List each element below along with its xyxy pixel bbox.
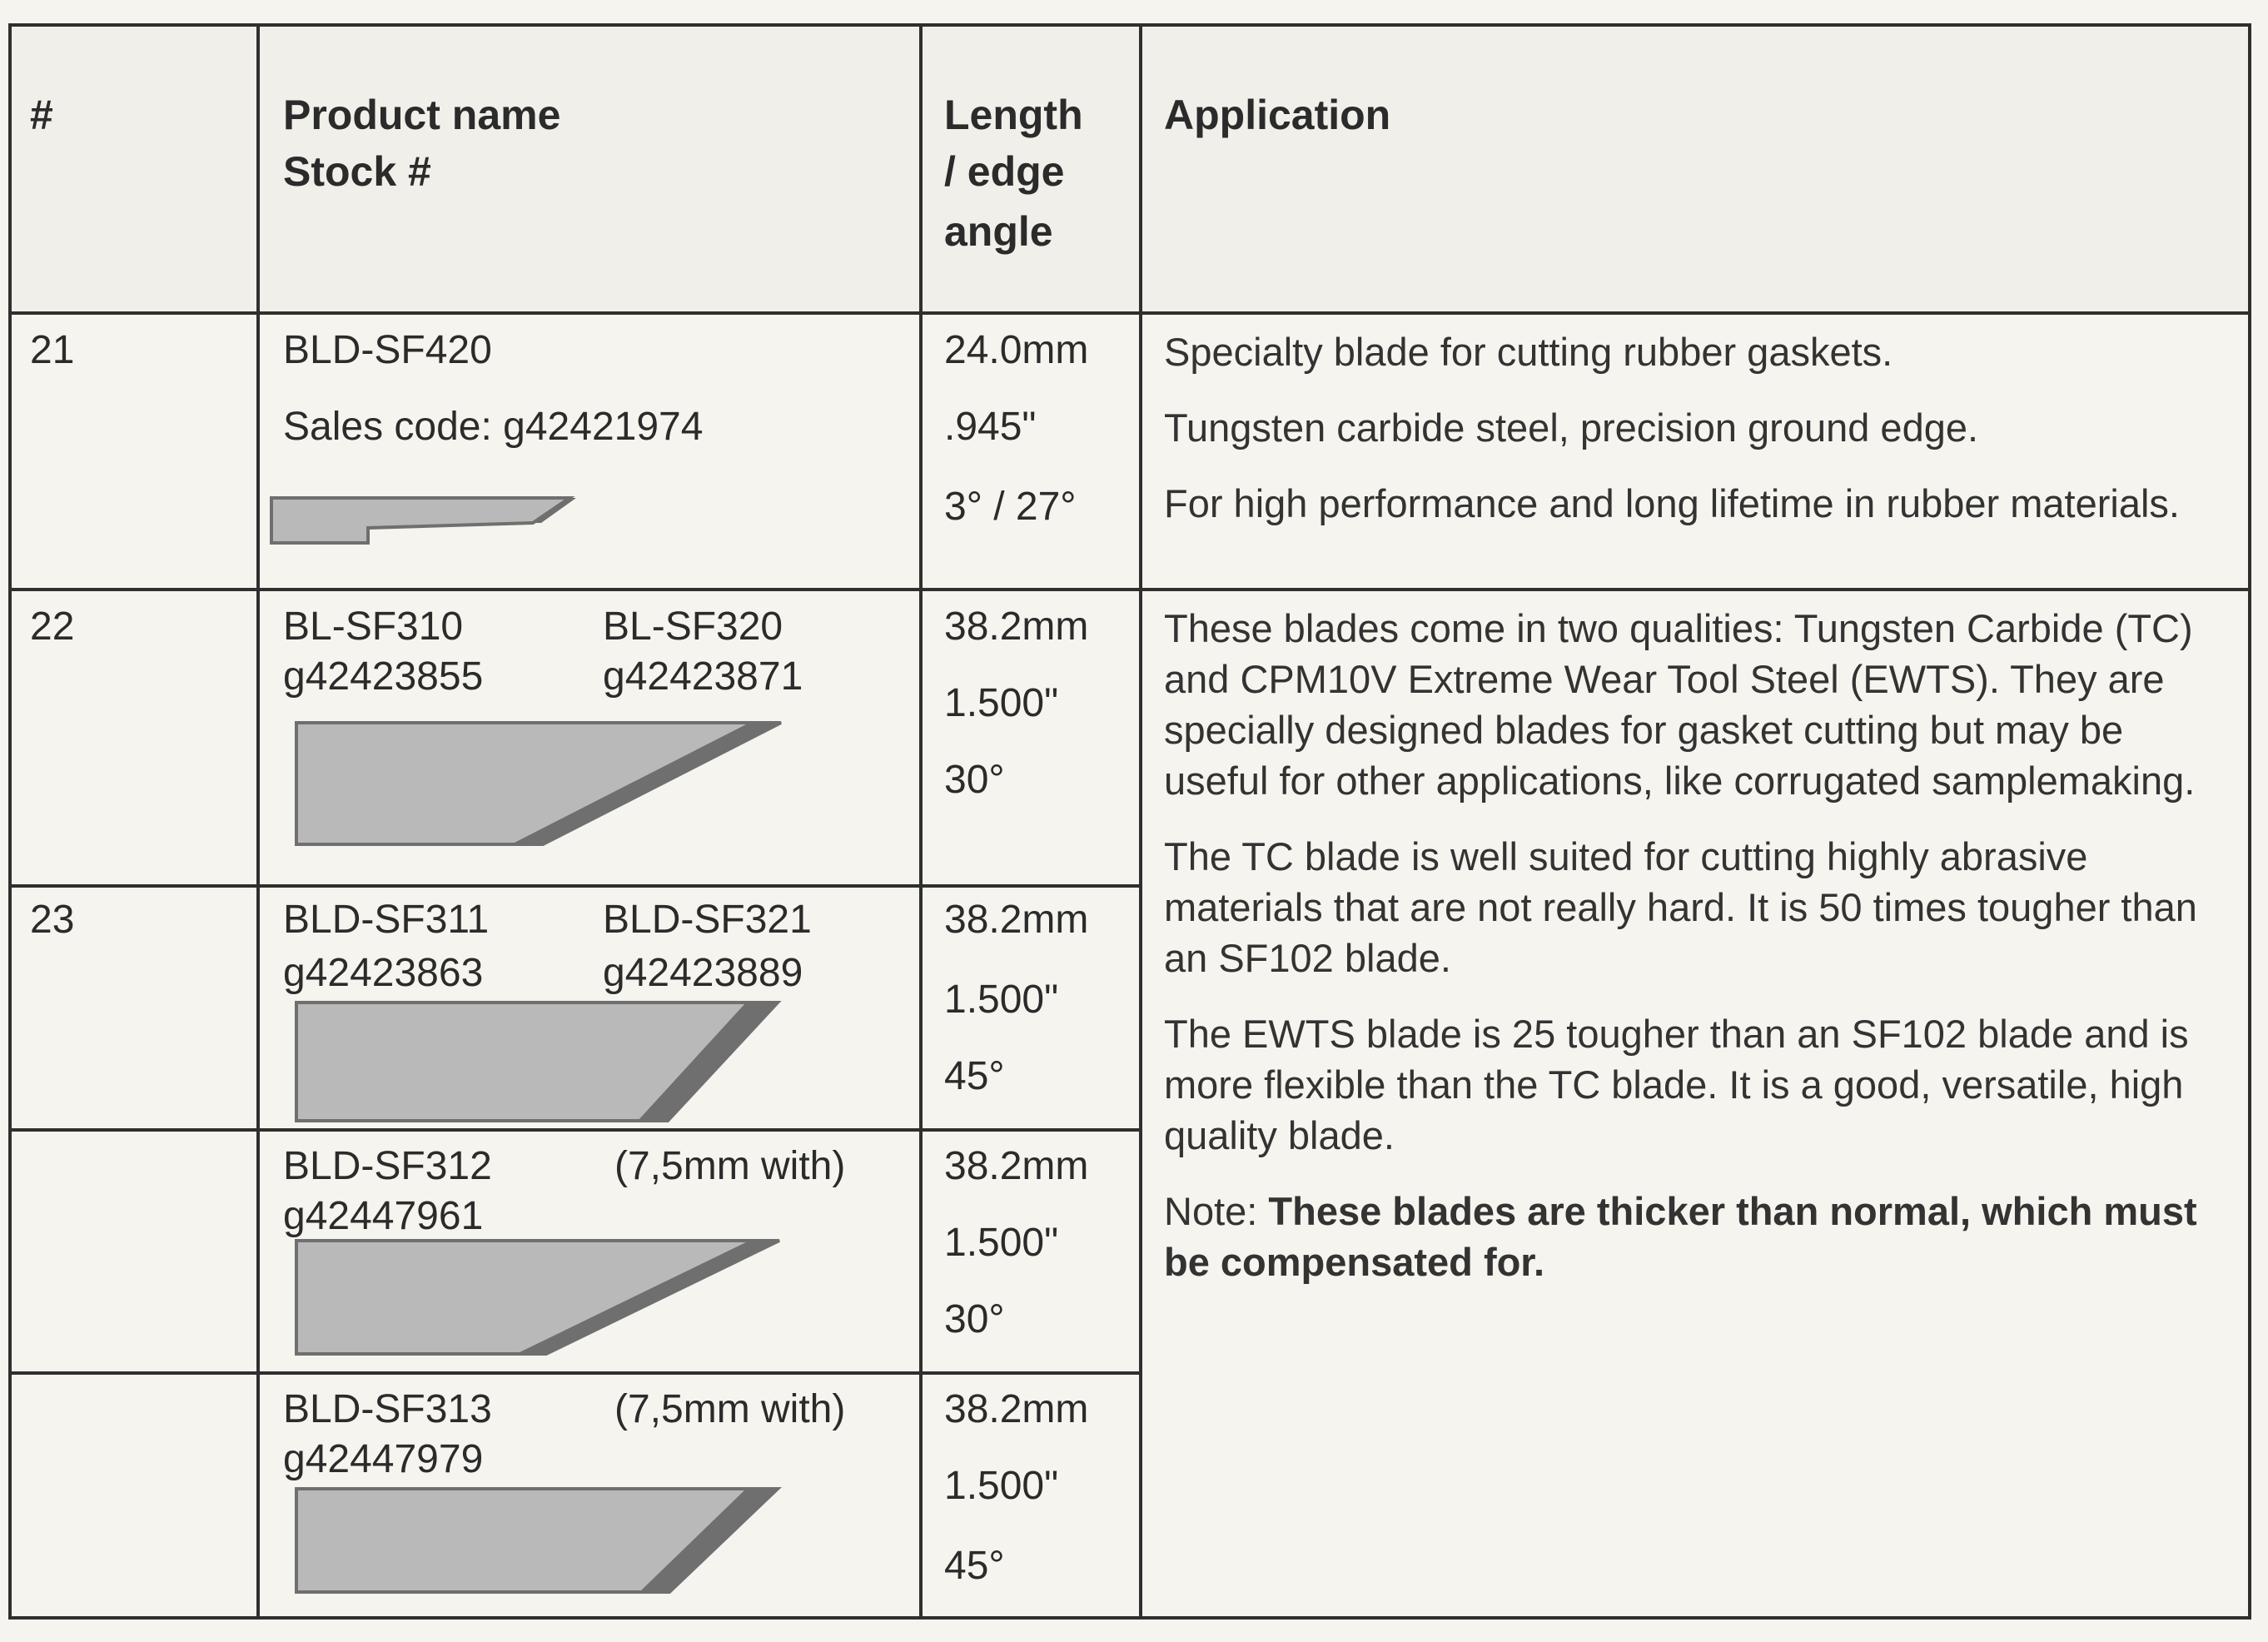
row23-number: 23 — [30, 898, 75, 942]
rule-col1 — [256, 23, 260, 1620]
row21-inches: .945" — [944, 405, 1037, 449]
row21-application-line3: For high performance and long lifetime in rubber materials. — [1164, 481, 2180, 525]
shared-application-note — [1164, 1186, 2238, 1287]
rule-bottom — [8, 1616, 2251, 1620]
row22-product-a: BL-SF310 — [283, 605, 464, 649]
row-sf312-code: g42447961 — [283, 1194, 484, 1238]
note-bold: These blades are thicker than normal, which must be compensated for. — [1164, 1189, 2197, 1284]
blade-sf310-icon — [293, 719, 784, 849]
row-sf313-code: g42447979 — [283, 1437, 484, 1481]
header-stock: Stock # — [283, 148, 431, 195]
row23-product-a: BLD-SF311 — [283, 898, 490, 942]
row23-angle: 45° — [944, 1054, 1005, 1098]
row22-code-b: g42423871 — [603, 654, 803, 699]
row-sf313-inches: 1.500" — [944, 1464, 1059, 1508]
row21-product: BLD-SF420 — [283, 328, 492, 372]
row23-inches: 1.500" — [944, 978, 1059, 1022]
shared-application-p3: The EWTS blade is 25 tougher than an SF102 blade and is more flexible than the TC blade. It is a good, versatile, high quality blade. — [1164, 1012, 2189, 1157]
row21-length: 24.0mm — [944, 328, 1089, 372]
row21-application-line2: Tungsten carbide steel, precision ground edge. — [1164, 406, 1979, 450]
rule-col3 — [1139, 23, 1142, 1620]
rule-right — [2248, 23, 2251, 1620]
row22-number: 22 — [30, 605, 75, 649]
header-product-name: Product name — [283, 92, 561, 138]
row-sf312-product: BLD-SF312 — [283, 1144, 492, 1188]
row21-application — [1164, 326, 2238, 554]
blade-sf313-icon — [293, 1485, 784, 1595]
row-sf313-angle: 45° — [944, 1544, 1005, 1588]
rule-row-sf312-bottom — [8, 1371, 1142, 1375]
row23-length: 38.2mm — [944, 898, 1089, 942]
blade-sf312-icon — [293, 1237, 784, 1357]
note-prefix: Note: — [1164, 1189, 1258, 1233]
rule-left — [8, 23, 12, 1620]
shared-application — [1164, 603, 2238, 1312]
shared-application-p1: These blades come in two qualities: Tungsten Carbide (TC) and CPM10V Extreme Wear Tool Steel (EWTS). They are specially designed blades for gasket cutting but may be useful for other applications, like corrugated samplemaking. — [1164, 606, 2196, 803]
row22-angle: 30° — [944, 758, 1005, 802]
row21-application-line1: Specialty blade for cutting rubber gaskets. — [1164, 330, 1893, 374]
rule-row21-bottom — [8, 588, 2251, 591]
header-length: Length — [944, 92, 1083, 138]
row23-product-b: BLD-SF321 — [603, 898, 812, 942]
row21-sales-code: Sales code: g42421974 — [283, 405, 704, 449]
row22-product-b: BL-SF320 — [603, 605, 783, 649]
blade-sf420-icon — [268, 491, 576, 550]
header-application: Application — [1164, 92, 1391, 138]
row-sf312-length: 38.2mm — [944, 1144, 1089, 1188]
row22-length: 38.2mm — [944, 605, 1089, 649]
row22-inches: 1.500" — [944, 681, 1059, 725]
row-sf312-angle: 30° — [944, 1297, 1005, 1341]
rule-top — [8, 23, 2251, 27]
blade-sf311-icon — [293, 999, 784, 1124]
row-sf312-note: (7,5mm with) — [614, 1144, 846, 1188]
row-sf313-length: 38.2mm — [944, 1387, 1089, 1431]
rule-col2 — [919, 23, 923, 1620]
row22-code-a: g42423855 — [283, 654, 484, 699]
shared-application-p2: The TC blade is well suited for cutting highly abrasive materials that are not really hard. It is 50 times tougher than an SF102 blade. — [1164, 834, 2197, 980]
row23-code-b: g42423889 — [603, 951, 803, 995]
header-angle: angle — [944, 208, 1053, 255]
rule-row22-bottom — [8, 884, 1142, 888]
header-edge: / edge — [944, 148, 1065, 195]
header-number: # — [30, 92, 53, 138]
row21-angle: 3° / 27° — [944, 485, 1077, 529]
rule-header-bottom — [8, 311, 2251, 315]
row-sf312-inches: 1.500" — [944, 1221, 1059, 1265]
row21-number: 21 — [30, 328, 75, 372]
rule-row23-bottom — [8, 1128, 1142, 1132]
row23-code-a: g42423863 — [283, 951, 484, 995]
row-sf313-note: (7,5mm with) — [614, 1387, 846, 1431]
row-sf313-product: BLD-SF313 — [283, 1387, 492, 1431]
